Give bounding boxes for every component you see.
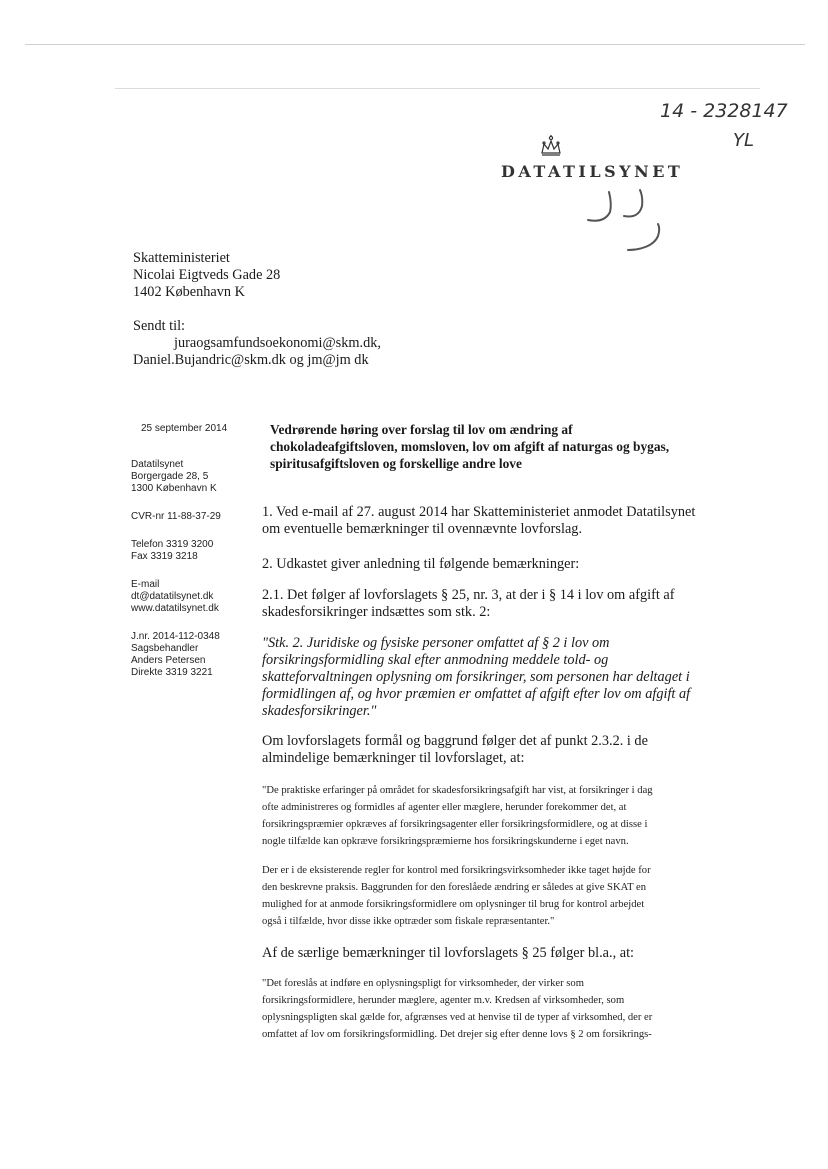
quote-line: "Stk. 2. Juridiske og fysiske personer omfattet af § 2 i lov om (262, 635, 610, 651)
sender-email-label: E-mail (131, 579, 160, 590)
caseworker-name: Anders Petersen (131, 655, 206, 666)
scan-artifact-line (25, 44, 805, 45)
body-line: om eventuelle bemærkninger til ovennævnte lovforslag. (262, 521, 583, 537)
quote-line: forsikringsformidling skal efter anmodning meddele told- og (262, 652, 609, 668)
quote-2 (262, 782, 653, 850)
quote-line: omfattet af lov om forsikringsformidling. Det drejer sig efter denne lovs § 2 om forsikrings- (262, 1029, 652, 1040)
body-line: skadesforsikringer indsættes som stk. 2: (262, 604, 491, 620)
quote-line: skatteforvaltningen oplysning om forsikringer, som personen har deltaget i (262, 669, 690, 685)
quote-line: "De praktiske erfaringer på området for skadesforsikringsafgift har vist, at forsikringer i dag (262, 785, 653, 796)
quote-line: skadesforsikringer." (262, 703, 377, 719)
body-line: 1. Ved e-mail af 27. august 2014 har Skatteministeriet anmodet Datatilsynet (262, 504, 696, 520)
recipient-street: Nicolai Eigtveds Gade 28 (133, 267, 281, 283)
subject-line: chokoladeafgiftsloven, momsloven, lov om afgift af naturgas og bygas, (270, 439, 670, 454)
sender-fax: Fax 3319 3218 (131, 551, 198, 562)
caseworker-label: Sagsbehandler (131, 643, 199, 654)
quote-line: den beskrevne praksis. Baggrunden for den foreslåede ændring er således at give SKAT en (262, 882, 647, 893)
sender-web: www.datatilsynet.dk (131, 603, 219, 614)
body-line: 2.1. Det følger af lovforslagets § 25, nr. 3, at der i § 14 i lov om afgift af (262, 587, 675, 603)
recipient-city: 1402 København K (133, 284, 245, 300)
paragraph-3 (262, 587, 675, 621)
quote-line: "Det foreslås at indføre en oplysningspligt for virksomheder, der virker som (262, 978, 584, 989)
recipient-address (133, 250, 280, 301)
letter-date: 25 september 2014 (141, 423, 228, 434)
sender-cvr: CVR-nr 11-88-37-29 (131, 511, 221, 522)
paragraph-1 (262, 504, 695, 538)
quote-line: formidlingen af, og hvor præmien er omfattet af afgift efter lov om afgift af (262, 686, 691, 702)
quote-line: forsikringsformidlere, herunder mæglere, agenter m.v. Kredsen af virksomheder, som (262, 995, 625, 1006)
sender-city: 1300 København K (131, 483, 217, 494)
quote-line: også i tilfælde, hvor disse ikke optræder som fiskale repræsentanter." (262, 916, 555, 927)
direct-phone: Direkte 3319 3221 (131, 667, 213, 678)
sender-street: Borgergade 28, 5 (131, 471, 209, 482)
body-line: almindelige bemærkninger til lovforslaget, at: (262, 750, 525, 766)
paragraph-4 (262, 733, 648, 767)
subject-heading (270, 421, 669, 472)
scan-artifact-line (115, 88, 760, 89)
paragraph-5: Af de særlige bemærkninger til lovforslagets § 25 følger bl.a., at: (262, 945, 635, 961)
sent-to-label: Sendt til: (133, 318, 186, 334)
crown-icon (538, 134, 564, 160)
subject-line: Vedrørende høring over forslag til lov om ændring af (270, 422, 573, 437)
paragraph-2: 2. Udkastet giver anledning til følgende bemærkninger: (262, 556, 580, 572)
quote-4 (262, 975, 652, 1043)
sender-email: dt@datatilsynet.dk (131, 591, 214, 602)
quote-line: ofte administreres og formidles af agenter eller mæglere, herunder forekommer det, at (262, 802, 627, 813)
quote-line: mulighed for at anmode forsikringsformidlere om oplysninger til brug for kontrol arbejdet (262, 899, 645, 910)
sender-sidebar (131, 423, 227, 679)
recipient-name: Skatteministeriet (133, 250, 230, 266)
quote-line: nogle tilfælde kan opkræve forsikringspræmierne hos forsikringskunderne i eget navn. (262, 836, 629, 847)
quote-1 (262, 635, 690, 720)
sender-phone: Telefon 3319 3200 (131, 539, 214, 550)
quote-line: forsikringspræmier opkræves af forsikringsagenter eller forsikringsformidlere, og at disse i (262, 819, 648, 830)
sent-to-email-1: juraogsamfundsoekonomi@skm.dk, (174, 335, 381, 351)
subject-line: spiritusafgiftsloven og forskellige andre love (270, 456, 522, 471)
logo-wordmark: DATATILSYNET (501, 162, 684, 181)
quote-line: oplysningspligten skal gælde for, afgrænses ved at henvise til de typer af virksomhed, der er (262, 1012, 653, 1023)
sender-org: Datatilsynet (131, 459, 184, 470)
body-line: Om lovforslagets formål og baggrund følger det af punkt 2.3.2. i de (262, 733, 648, 749)
quote-3 (262, 862, 651, 930)
handwritten-journal-number: 14 - 2328147 (660, 100, 788, 122)
quote-line: Der er i de eksisterende regler for kontrol med forsikringsvirksomheder ikke taget højde for (262, 865, 651, 876)
handwritten-initials: YL (733, 130, 755, 151)
handwritten-check-marks (584, 186, 674, 256)
journal-number: J.nr. 2014-112-0348 (131, 631, 220, 642)
sent-to-email-2: Daniel.Bujandric@skm.dk og jm@jm dk (133, 352, 369, 368)
sent-to-block (133, 318, 381, 369)
